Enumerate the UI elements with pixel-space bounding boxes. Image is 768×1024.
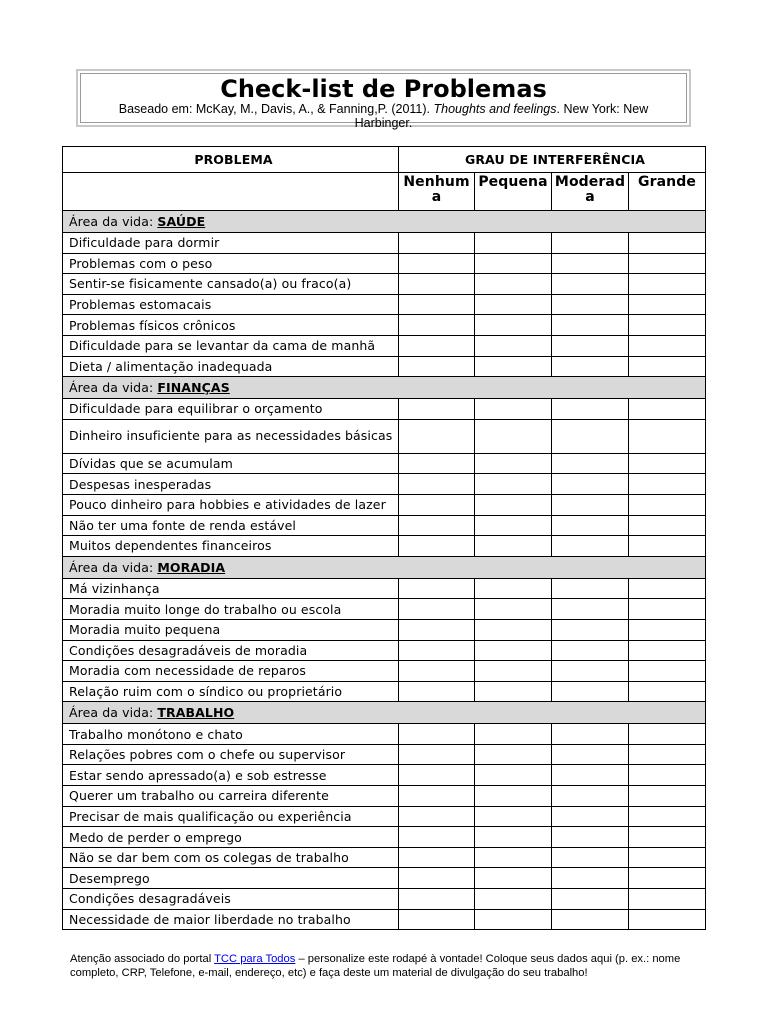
table-row [63,681,706,702]
table-row [63,661,706,682]
rating-cell-grande[interactable] [629,419,706,453]
rating-cell-pequena[interactable] [475,335,552,356]
area-label [63,211,706,233]
problem-label: Necessidade de maior liberdade no trabalho [63,909,399,930]
rating-cell-nenhuma[interactable] [399,661,475,682]
table-row [63,399,706,420]
rating-cell-nenhuma[interactable] [399,909,475,930]
rating-cell-nenhuma[interactable] [399,419,475,453]
rating-cell-grande[interactable] [629,889,706,910]
rating-cell-nenhuma[interactable] [399,868,475,889]
rating-cell-grande[interactable] [629,847,706,868]
rating-cell-pequena[interactable] [475,315,552,336]
rating-cell-nenhuma[interactable] [399,640,475,661]
rating-cell-grande[interactable] [629,806,706,827]
table-row [63,744,706,765]
problem-label: Problemas físicos crônicos [63,315,399,336]
table-row [63,356,706,377]
table-row [63,847,706,868]
title-box-inner [80,73,687,130]
rating-cell-nenhuma[interactable] [399,474,475,495]
problem-label: Moradia muito longe do trabalho ou escola [63,599,399,620]
table-row [63,640,706,661]
title-box [76,69,691,130]
problem-label: Despesas inesperadas [63,474,399,495]
checklist-table [62,146,706,930]
rating-cell-pequena[interactable] [475,889,552,910]
rating-cell-pequena[interactable] [475,578,552,599]
problem-label: Moradia com necessidade de reparos [63,661,399,682]
table-row [63,806,706,827]
rating-cell-moderada[interactable] [552,889,629,910]
rating-cell-nenhuma[interactable] [399,356,475,377]
rating-cell-pequena[interactable] [475,494,552,515]
rating-cell-pequena[interactable] [475,868,552,889]
rating-cell-grande[interactable] [629,253,706,274]
problem-label: Má vizinhança [63,578,399,599]
rating-cell-moderada[interactable] [552,294,629,315]
problem-label: Pouco dinheiro para hobbies e atividades de lazer [63,494,399,515]
rating-cell-pequena[interactable] [475,474,552,495]
table-row [63,724,706,745]
table-row [63,868,706,889]
rating-cell-moderada[interactable] [552,233,629,254]
page-title: Check-list de Problemas [220,75,547,103]
problem-label: Trabalho monótono e chato [63,724,399,745]
rating-cell-pequena[interactable] [475,419,552,453]
table-row [63,253,706,274]
reference-prefix: Baseado em: McKay, M., Davis, A., & Fanning,P. (2011). [118,102,434,116]
rating-cell-nenhuma[interactable] [399,889,475,910]
problem-label: Desemprego [63,868,399,889]
footer-link-tcc[interactable]: TCC para Todos [214,953,296,965]
rating-cell-pequena[interactable] [475,356,552,377]
rating-cell-nenhuma[interactable] [399,619,475,640]
problem-label: Precisar de mais qualificação ou experiência [63,806,399,827]
level-header-grande: Grande [629,173,706,211]
rating-cell-nenhuma[interactable] [399,536,475,557]
rating-cell-pequena[interactable] [475,453,552,474]
rating-cell-pequena[interactable] [475,536,552,557]
rating-cell-moderada[interactable] [552,494,629,515]
rating-cell-nenhuma[interactable] [399,233,475,254]
footer-text-before: Atenção associado do portal [70,953,215,965]
table-row [63,765,706,786]
rating-cell-moderada[interactable] [552,827,629,848]
rating-cell-grande[interactable] [629,399,706,420]
rating-cell-moderada[interactable] [552,786,629,807]
area-prefix: Área da vida: [69,214,158,229]
area-row-3 [63,702,706,724]
table-row [63,889,706,910]
footer-text-after: – personalize este rodapé à vontade! Coloque seus dados aqui (p. ex.: nome completo, CRP, Telefone, e-mail, endereço, etc) e faça deste um material de divulgação do seu trabalho! [70,953,681,979]
table-row [63,233,706,254]
problem-label: Dívidas que se acumulam [63,453,399,474]
rating-cell-moderada[interactable] [552,806,629,827]
rating-cell-nenhuma[interactable] [399,253,475,274]
area-prefix: Área da vida: [69,559,158,575]
area-prefix: Área da vida: [69,705,158,721]
table-row [63,827,706,848]
problem-label: Condições desagradáveis de moradia [63,640,399,661]
rating-cell-grande[interactable] [629,315,706,336]
problem-label: Problemas estomacais [63,294,399,315]
problem-label: Muitos dependentes financeiros [63,536,399,557]
problem-label: Problemas com o peso [63,253,399,274]
table-row [63,453,706,474]
rating-cell-nenhuma[interactable] [399,681,475,702]
area-name: FINANÇAS [157,380,230,396]
rating-cell-grande[interactable] [629,233,706,254]
rating-cell-pequena[interactable] [475,233,552,254]
rating-cell-moderada[interactable] [552,765,629,786]
rating-cell-pequena[interactable] [475,744,552,765]
rating-cell-pequena[interactable] [475,294,552,315]
rating-cell-pequena[interactable] [475,640,552,661]
rating-cell-nenhuma[interactable] [399,315,475,336]
rating-cell-pequena[interactable] [475,661,552,682]
level-header-nenhuma: Nenhuma [399,173,475,211]
table-row [63,536,706,557]
rating-cell-pequena[interactable] [475,724,552,745]
rating-cell-moderada[interactable] [552,453,629,474]
table-row [63,619,706,640]
rating-cell-grande[interactable] [629,474,706,495]
rating-cell-pequena[interactable] [475,806,552,827]
rating-cell-grande[interactable] [629,536,706,557]
rating-cell-moderada[interactable] [552,724,629,745]
rating-cell-pequena[interactable] [475,827,552,848]
rating-cell-moderada[interactable] [552,578,629,599]
rating-cell-moderada[interactable] [552,909,629,930]
rating-cell-pequena[interactable] [475,765,552,786]
problem-label: Dinheiro insuficiente para as necessidades básicas [63,419,399,453]
problem-label: Querer um trabalho ou carreira diferente [63,786,399,807]
rating-cell-grande[interactable] [629,578,706,599]
rating-cell-nenhuma[interactable] [399,515,475,536]
table-row [63,294,706,315]
area-label [63,702,706,724]
rating-cell-nenhuma[interactable] [399,786,475,807]
rating-cell-moderada[interactable] [552,744,629,765]
rating-cell-moderada[interactable] [552,253,629,274]
table-row [63,274,706,295]
table-row [63,909,706,930]
rating-cell-moderada[interactable] [552,536,629,557]
area-row-2 [63,556,706,578]
column-header-problema: PROBLEMA [63,147,399,173]
rating-cell-nenhuma[interactable] [399,494,475,515]
rating-cell-nenhuma[interactable] [399,599,475,620]
level-header-moderada: Moderada [552,173,629,211]
problem-label: Condições desagradáveis [63,889,399,910]
rating-cell-pequena[interactable] [475,399,552,420]
levels-row-blank [63,173,399,211]
problem-label: Estar sendo apressado(a) e sob estresse [63,765,399,786]
rating-cell-nenhuma[interactable] [399,765,475,786]
problem-label: Moradia muito pequena [63,619,399,640]
rating-cell-pequena[interactable] [475,681,552,702]
rating-cell-nenhuma[interactable] [399,453,475,474]
table-row [63,578,706,599]
rating-cell-pequena[interactable] [475,847,552,868]
area-prefix: Área da vida: [69,380,158,396]
table-row [63,419,706,453]
rating-cell-grande[interactable] [629,744,706,765]
rating-cell-nenhuma[interactable] [399,847,475,868]
reference-suffix: . New York: New Harbinger. [354,102,649,130]
area-label [63,377,706,399]
rating-cell-grande[interactable] [629,827,706,848]
rating-cell-grande[interactable] [629,724,706,745]
rating-cell-moderada[interactable] [552,599,629,620]
area-name: SAÚDE [157,214,206,229]
rating-cell-pequena[interactable] [475,909,552,930]
rating-cell-grande[interactable] [629,515,706,536]
rating-cell-nenhuma[interactable] [399,806,475,827]
rating-cell-grande[interactable] [629,494,706,515]
rating-cell-nenhuma[interactable] [399,274,475,295]
rating-cell-grande[interactable] [629,909,706,930]
problem-label: Sentir-se fisicamente cansado(a) ou fraco(a) [63,274,399,295]
table-row [63,335,706,356]
problem-label: Dificuldade para dormir [63,233,399,254]
problem-label: Não se dar bem com os colegas de trabalho [63,847,399,868]
rating-cell-moderada[interactable] [552,356,629,377]
rating-cell-moderada[interactable] [552,640,629,661]
levels-row [63,173,706,211]
problem-label: Dificuldade para equilibrar o orçamento [63,399,399,420]
rating-cell-grande[interactable] [629,640,706,661]
problem-label: Dieta / alimentação inadequada [63,356,399,377]
rating-cell-moderada[interactable] [552,274,629,295]
area-name: TRABALHO [157,705,235,721]
rating-cell-moderada[interactable] [552,474,629,495]
area-label [63,556,706,578]
rating-cell-pequena[interactable] [475,599,552,620]
rating-cell-grande[interactable] [629,765,706,786]
table-row [63,599,706,620]
rating-cell-moderada[interactable] [552,515,629,536]
rating-cell-grande[interactable] [629,356,706,377]
rating-cell-pequena[interactable] [475,274,552,295]
rating-cell-nenhuma[interactable] [399,399,475,420]
problem-label: Relação ruim com o síndico ou proprietário [63,681,399,702]
rating-cell-grande[interactable] [629,619,706,640]
rating-cell-nenhuma[interactable] [399,827,475,848]
footer-note [70,952,690,980]
rating-cell-grande[interactable] [629,274,706,295]
table-row [63,474,706,495]
rating-cell-moderada[interactable] [552,661,629,682]
rating-cell-pequena[interactable] [475,619,552,640]
rating-cell-nenhuma[interactable] [399,294,475,315]
reference-book-title: Thoughts and feelings [433,102,557,116]
table-row [63,786,706,807]
rating-cell-moderada[interactable] [552,419,629,453]
table-row [63,494,706,515]
level-header-pequena: Pequena [475,173,552,211]
rating-cell-moderada[interactable] [552,868,629,889]
area-row-1 [63,377,706,399]
column-header-grau: GRAU DE INTERFERÊNCIA [399,147,706,173]
rating-cell-moderada[interactable] [552,619,629,640]
rating-cell-moderada[interactable] [552,681,629,702]
rating-cell-nenhuma[interactable] [399,724,475,745]
rating-cell-grande[interactable] [629,868,706,889]
rating-cell-pequena[interactable] [475,253,552,274]
rating-cell-pequena[interactable] [475,515,552,536]
rating-cell-nenhuma[interactable] [399,335,475,356]
reference-citation [81,102,686,130]
rating-cell-nenhuma[interactable] [399,744,475,765]
problem-label: Não ter uma fonte de renda estável [63,515,399,536]
header-row [63,147,706,173]
rating-cell-grande[interactable] [629,335,706,356]
rating-cell-moderada[interactable] [552,399,629,420]
table-row [63,315,706,336]
rating-cell-grande[interactable] [629,294,706,315]
problem-label: Relações pobres com o chefe ou supervisor [63,744,399,765]
rating-cell-moderada[interactable] [552,847,629,868]
rating-cell-grande[interactable] [629,786,706,807]
area-row-0 [63,211,706,233]
table-row [63,515,706,536]
problem-label: Medo de perder o emprego [63,827,399,848]
rating-cell-grande[interactable] [629,453,706,474]
rating-cell-moderada[interactable] [552,315,629,336]
rating-cell-grande[interactable] [629,599,706,620]
rating-cell-moderada[interactable] [552,335,629,356]
rating-cell-grande[interactable] [629,681,706,702]
problem-label: Dificuldade para se levantar da cama de manhã [63,335,399,356]
rating-cell-nenhuma[interactable] [399,578,475,599]
rating-cell-grande[interactable] [629,661,706,682]
area-name: MORADIA [157,559,226,575]
rating-cell-pequena[interactable] [475,786,552,807]
